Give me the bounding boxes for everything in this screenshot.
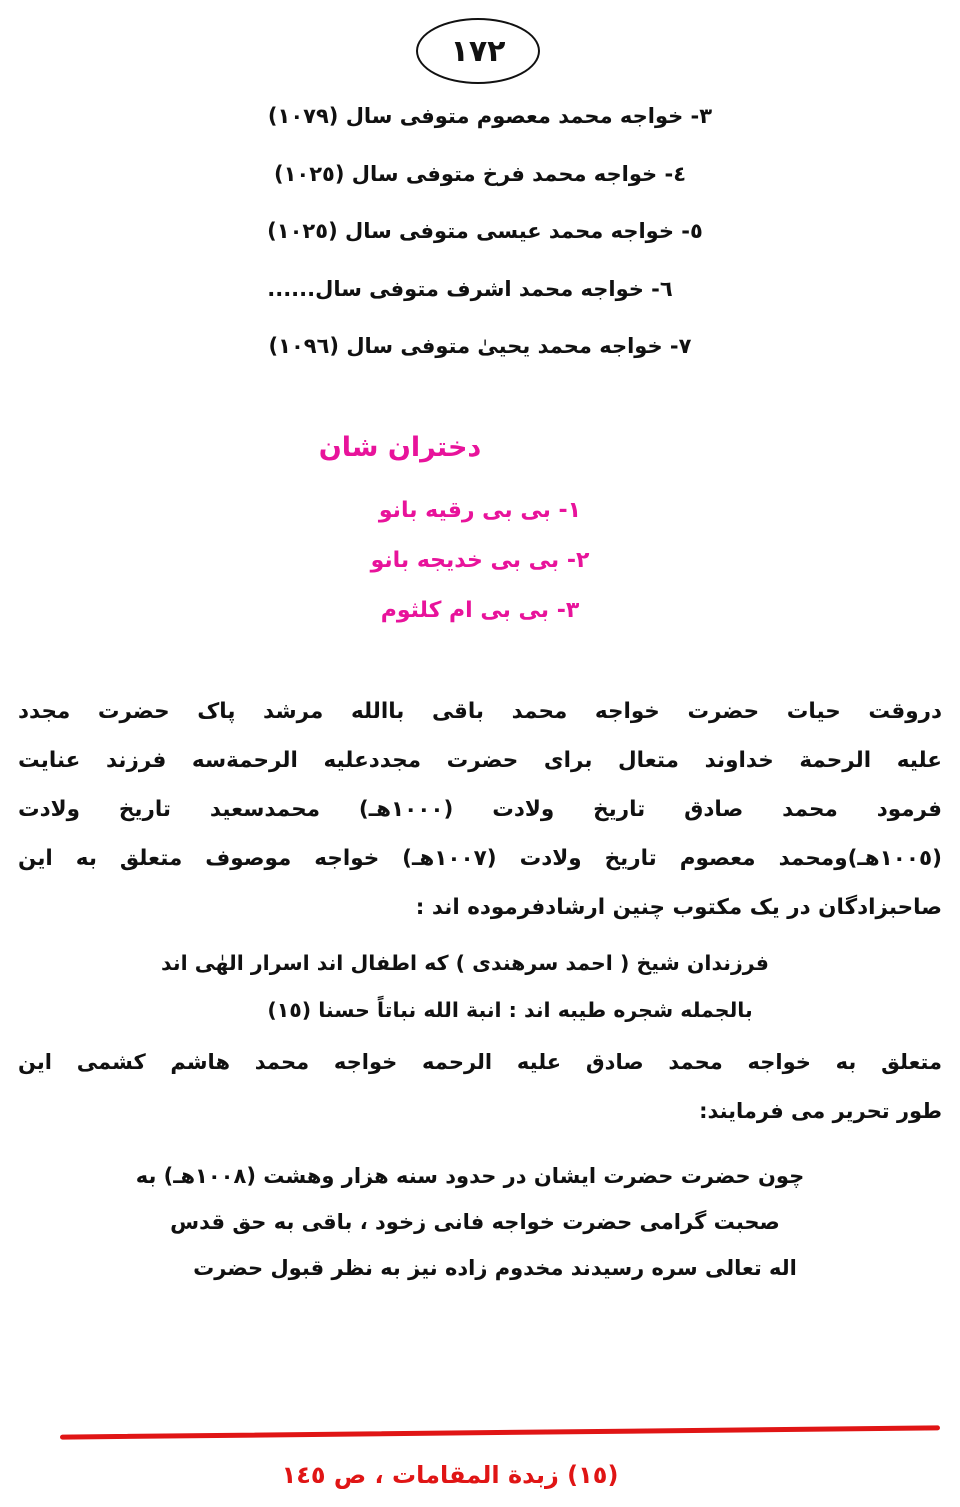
page-number: [420, 18, 540, 80]
list-item: ٤- خواجه محمد فرخ متوفی سال (١٠٢٥): [273, 161, 687, 186]
footnote-divider: [60, 1425, 940, 1439]
quote-line: فرزندان شیخ ( احمد سرهندی ) که اطفال اند اسرار الهٰی اند: [161, 951, 769, 975]
paragraph-line: طور تحریر می فرمایند:: [699, 1099, 942, 1124]
page-number-value: ١٧٢: [416, 18, 540, 84]
daughters-list: [0, 498, 960, 648]
list-item: ٢- بی بی خدیجه بانو: [370, 548, 590, 573]
list-item: ٣- بی بی ام کلثوم: [380, 598, 580, 623]
sons-list: [0, 100, 960, 388]
list-item: ٦- خواجه محمد اشرف متوفی سال......: [267, 276, 673, 301]
quote-line: چون حضرت حضرت ایشان در حدود سنه هزار وهشت (١٠٠٨هـ) به: [135, 1164, 805, 1189]
paragraph-line: صاحبزادگان در یک مکتوب چنین ارشادفرموده اند :: [415, 895, 942, 920]
paragraph-line: (١٠٠٥هـ)ومحمد معصوم تاریخ ولادت (١٠٠٧هـ) خواجه موصوف متعلق به این: [18, 846, 942, 871]
list-item: ١- بی بی رقیه بانو: [378, 498, 582, 523]
quote-line: بالجمله شجره طیبه اند : انبة الله نباتاً حسنا (١٥): [267, 998, 753, 1022]
quote-block-two: [18, 1155, 942, 1289]
paragraph-line: متعلق به خواجه محمد صادق علیه الرحمه خواجه محمد هاشم کشمی این: [18, 1050, 942, 1074]
daughters-heading: دختران شان: [318, 432, 482, 463]
paragraph-line: علیه الرحمة خداوند متعال برای حضرت مجددعلیه الرحمةسه فرزند عنایت: [18, 748, 942, 773]
list-item: ٧- خواجه محمد یحییٰ متوفی سال (١٠٩٦): [268, 334, 692, 359]
list-item: ٣- خواجه محمد معصوم متوفی سال (١٠٧٩): [267, 104, 713, 128]
paragraph-line: دروقت حیات حضرت خواجه محمد باقی باالله مرشد پاک حضرت مجدد: [18, 699, 942, 724]
quote-block-one: [18, 943, 942, 1031]
paragraph-line: فرمود محمد صادق تاریخ ولادت (١٠٠٠هـ) محمدسعید تاریخ ولادت: [18, 797, 942, 822]
quote-line: صحبت گرامی حضرت خواجه فانی زخود ، باقی به حق قدس: [170, 1210, 780, 1235]
body-text: [18, 690, 942, 1293]
footnote-text: (١٥) زبدة المقامات ، ص ١٤٥: [281, 1461, 619, 1489]
quote-line: اله تعالی سره رسیدند مخدوم زاده نیز به نظر قبول حضرت: [193, 1256, 797, 1281]
list-item: ٥- خواجه محمد عیسی متوفی سال (١٠٢٥): [267, 219, 703, 244]
